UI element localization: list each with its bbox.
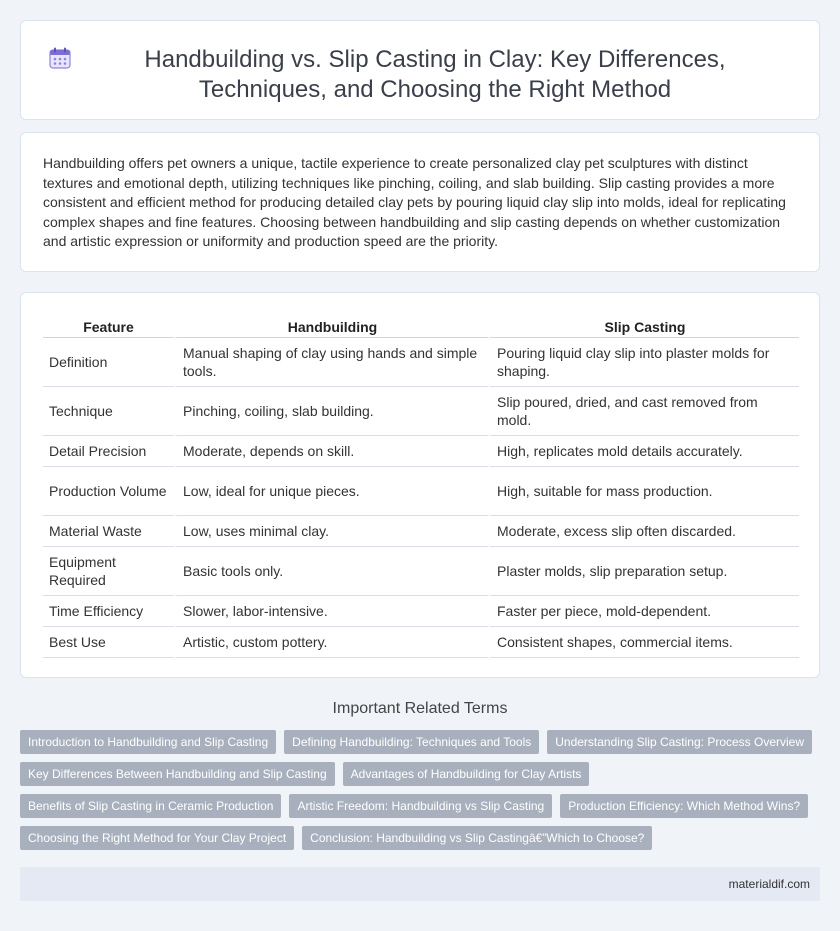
table-cell-handbuilding: Basic tools only. [174, 547, 488, 596]
table-cell-slip-casting: Slip poured, dried, and cast removed from mold. [488, 387, 799, 436]
table-cell-feature: Production Volume [43, 467, 174, 516]
related-term-tag[interactable]: Choosing the Right Method for Your Clay Project [20, 826, 294, 850]
table-cell-handbuilding: Low, uses minimal clay. [174, 516, 488, 547]
table-cell-slip-casting: High, replicates mold details accurately. [488, 436, 799, 467]
table-row [43, 516, 799, 547]
table-row [43, 627, 799, 658]
table-cell-slip-casting: High, suitable for mass production. [488, 467, 799, 516]
table-row [43, 387, 799, 436]
footer [20, 867, 820, 901]
table-cell-handbuilding: Artistic, custom pottery. [174, 627, 488, 658]
table-cell-slip-casting: Faster per piece, mold-dependent. [488, 596, 799, 627]
table-cell-feature: Detail Precision [43, 436, 174, 467]
comparison-table [43, 315, 799, 658]
related-term-tag[interactable]: Benefits of Slip Casting in Ceramic Production [20, 794, 281, 818]
table-row [43, 467, 799, 516]
table-cell-handbuilding: Slower, labor-intensive. [174, 596, 488, 627]
related-term-tag[interactable]: Key Differences Between Handbuilding and Slip Casting [20, 762, 335, 786]
related-term-tag[interactable]: Production Efficiency: Which Method Wins? [560, 794, 808, 818]
table-cell-feature: Technique [43, 387, 174, 436]
table-cell-handbuilding: Manual shaping of clay using hands and simple tools. [174, 338, 488, 387]
header-slip-casting: Slip Casting [488, 315, 799, 338]
table-header-row [43, 315, 799, 338]
header-handbuilding: Handbuilding [174, 315, 488, 338]
table-row [43, 338, 799, 387]
summary-text: Handbuilding offers pet owners a unique, tactile experience to create personalized clay pet sculptures with distinct textures and emotional depth, utilizing techniques like pinching, coiling, and slab building. Slip casting provides a more consistent and efficient method for producing detailed clay pets by pouring liquid clay slip into molds, ideal for replicating complex shapes and fine features. Choosing between handbuilding and slip casting depends on whether customization and artistic expression or uniformity and production speed are the priority. [43, 155, 786, 249]
related-terms-heading: Important Related Terms [332, 700, 508, 717]
table-row [43, 547, 799, 596]
table-cell-feature: Definition [43, 338, 174, 387]
table-cell-feature: Equipment Required [43, 547, 174, 596]
table-cell-slip-casting: Moderate, excess slip often discarded. [488, 516, 799, 547]
footer-site-link[interactable]: materialdif.com [728, 877, 810, 891]
summary-card [20, 132, 820, 272]
related-term-tag[interactable]: Advantages of Handbuilding for Clay Artists [343, 762, 590, 786]
page-title: Handbuilding vs. Slip Casting in Clay: Key Differences, Techniques, and Choosing the Right Method [144, 46, 726, 103]
related-term-tag[interactable]: Conclusion: Handbuilding vs Slip Castingâ€”Which to Choose? [302, 826, 652, 850]
table-row [43, 596, 799, 627]
table-cell-handbuilding: Pinching, coiling, slab building. [174, 387, 488, 436]
table-cell-feature: Time Efficiency [43, 596, 174, 627]
table-cell-slip-casting: Pouring liquid clay slip into plaster molds for shaping. [488, 338, 799, 387]
table-cell-handbuilding: Moderate, depends on skill. [174, 436, 488, 467]
comparison-table-card [20, 292, 820, 678]
table-cell-feature: Best Use [43, 627, 174, 658]
related-term-tag[interactable]: Defining Handbuilding: Techniques and Tools [284, 730, 539, 754]
related-term-tag[interactable]: Artistic Freedom: Handbuilding vs Slip Casting [289, 794, 552, 818]
table-row [43, 436, 799, 467]
table-cell-slip-casting: Plaster molds, slip preparation setup. [488, 547, 799, 596]
related-term-tag[interactable]: Understanding Slip Casting: Process Overview [547, 730, 812, 754]
header-feature: Feature [43, 315, 174, 338]
related-terms-list [20, 730, 820, 850]
table-cell-feature: Material Waste [43, 516, 174, 547]
title-card [20, 20, 820, 120]
table-cell-slip-casting: Consistent shapes, commercial items. [488, 627, 799, 658]
table-cell-handbuilding: Low, ideal for unique pieces. [174, 467, 488, 516]
related-term-tag[interactable]: Introduction to Handbuilding and Slip Casting [20, 730, 276, 754]
